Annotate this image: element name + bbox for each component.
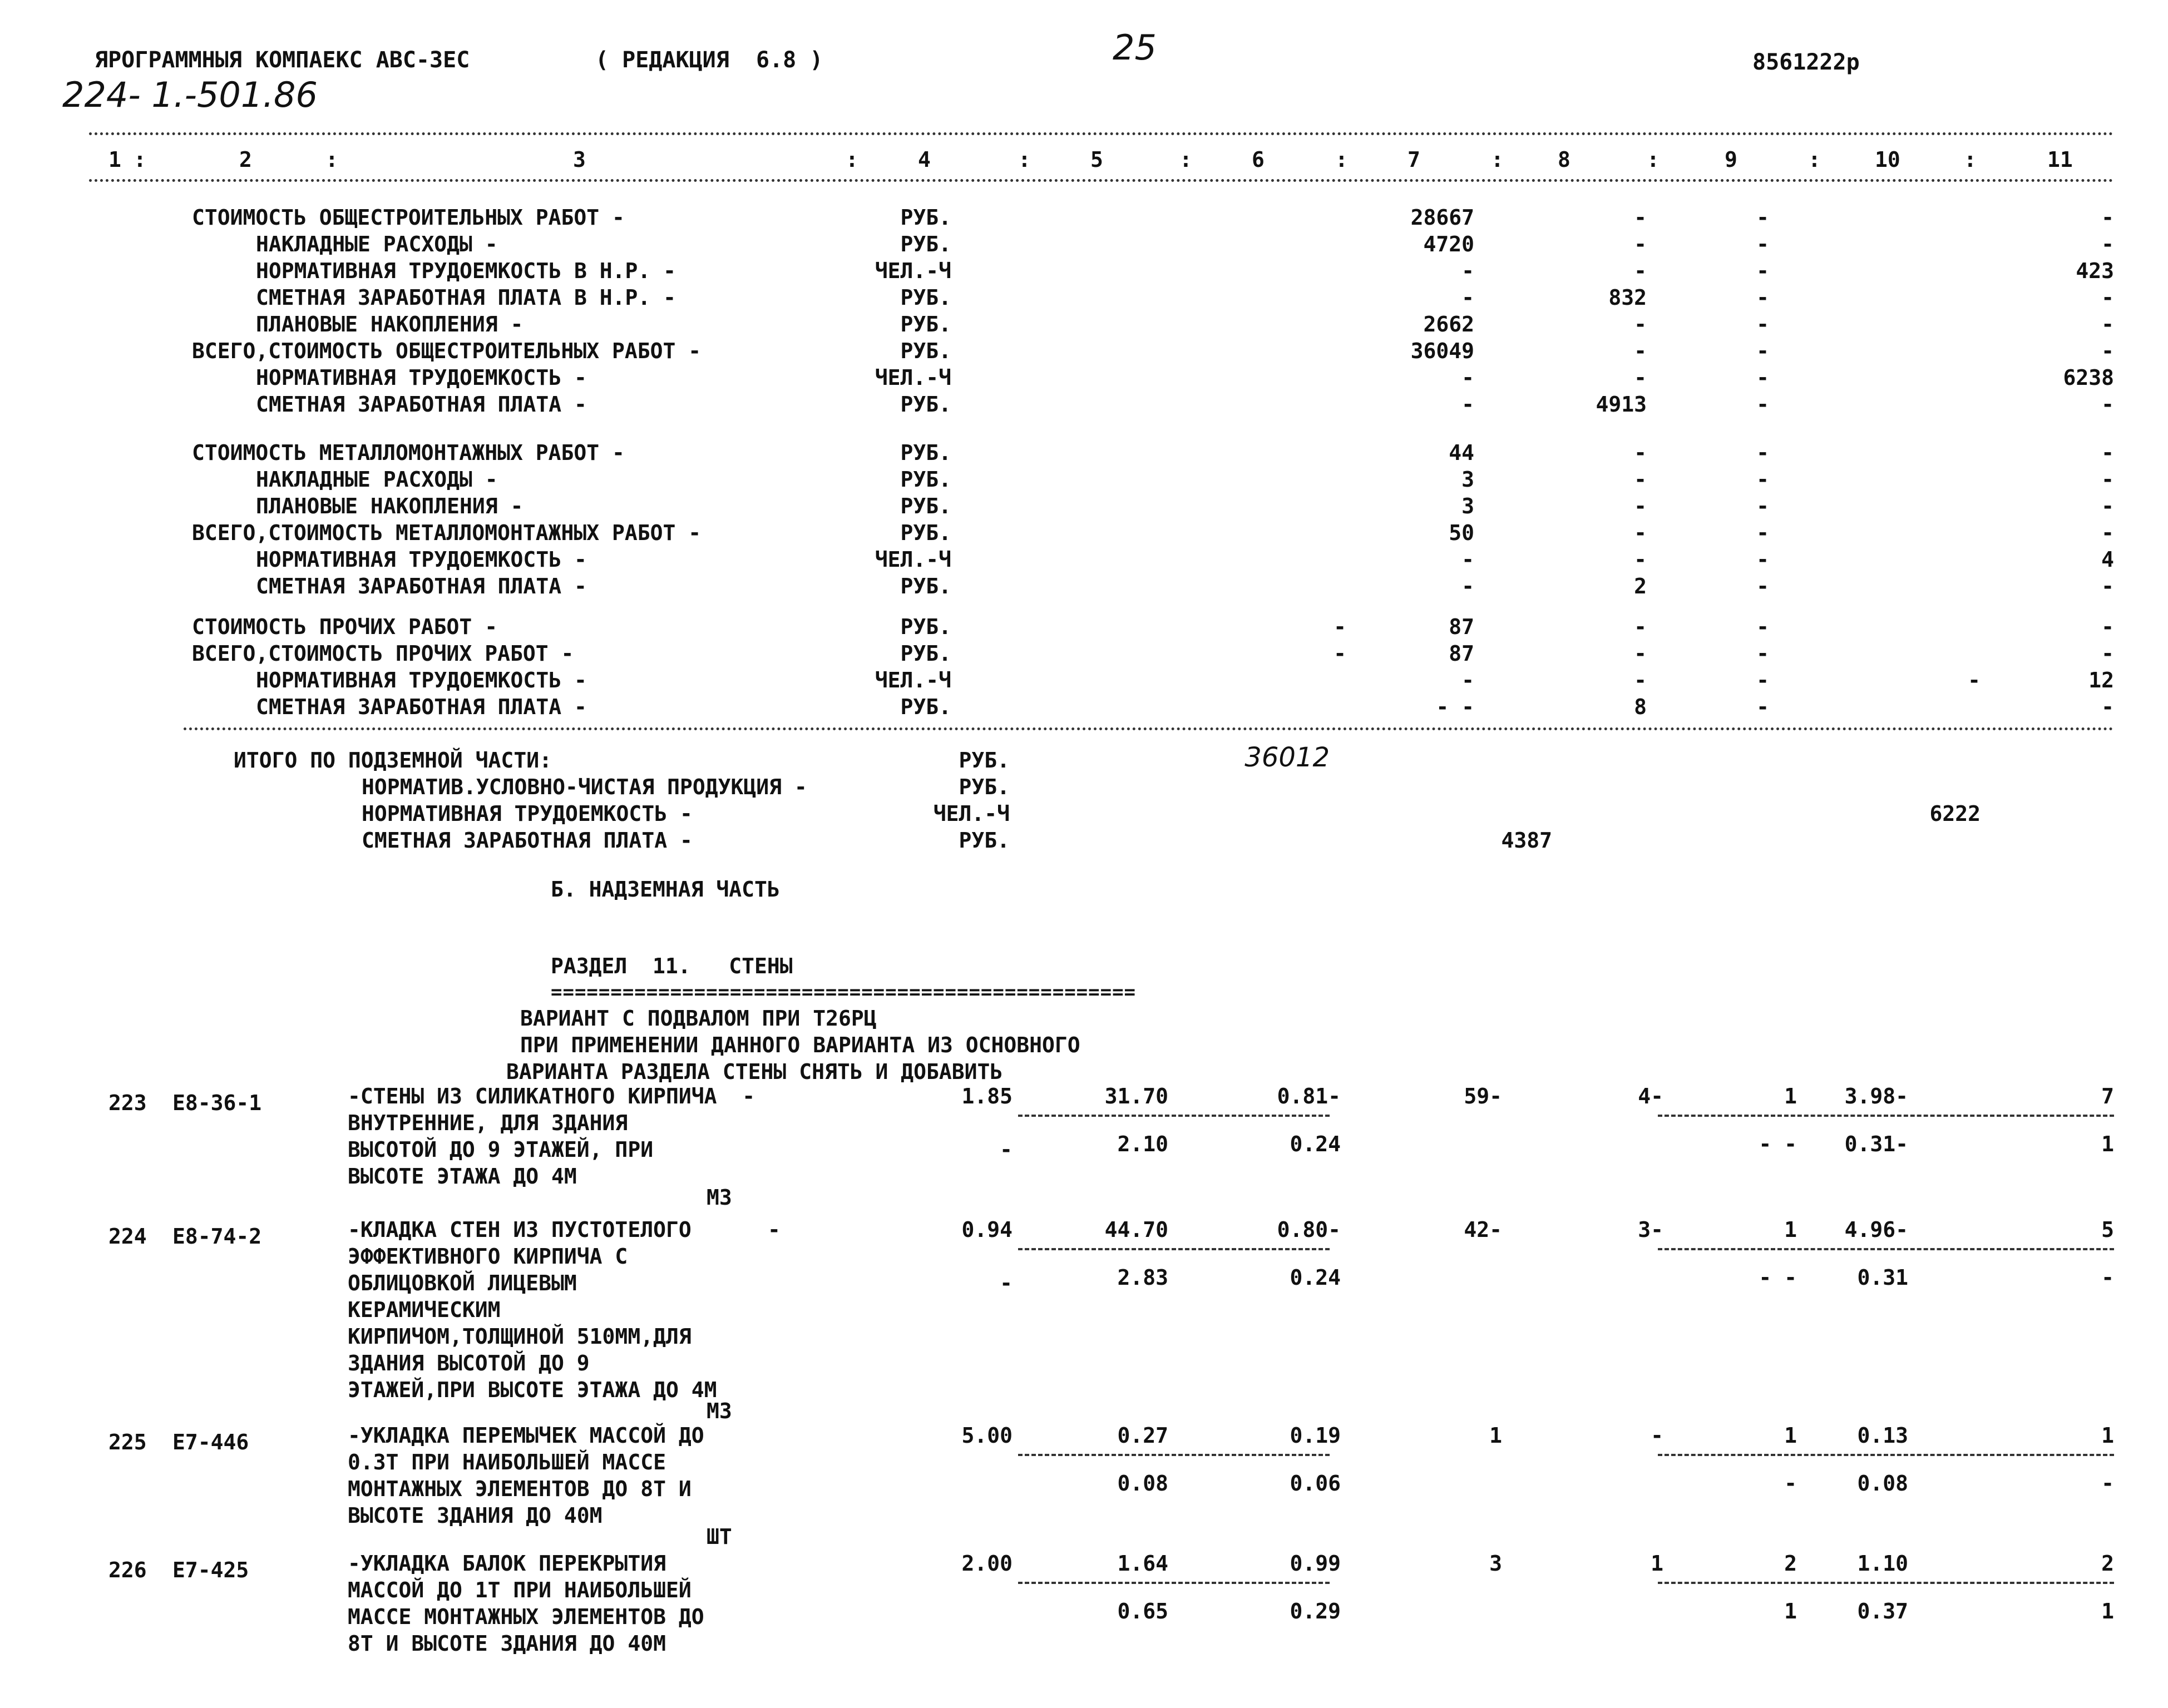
totals-row-unit: РУБ. [959, 828, 1010, 853]
item-description-line: ВЫСОТЕ ЗДАНИЯ ДО 40М [348, 1503, 603, 1528]
block3-label: СТОИМОСТЬ ПРОЧИХ РАБОТ - [192, 615, 498, 639]
block1-c11: - [2101, 339, 2114, 363]
item-description-line: 8Т И ВЫСОТЕ ЗДАНИЯ ДО 40М [348, 1631, 666, 1656]
block3-c6: - [1334, 615, 1346, 639]
block3-unit: РУБ. [900, 641, 951, 666]
block1-c9: - [1756, 259, 1769, 283]
column-header-11: 11 [2047, 147, 2073, 172]
item-description-line: ВЫСОТЕ ЭТАЖА ДО 4М [348, 1164, 577, 1189]
block1-c9: - [1756, 365, 1769, 390]
block2-c7: 50 [1449, 521, 1474, 545]
block2-c9: - [1756, 467, 1769, 492]
block1-c9: - [1756, 312, 1769, 336]
block2-c7: - [1461, 547, 1474, 572]
item-price-rule [1018, 1248, 1330, 1250]
block3-unit: РУБ. [900, 615, 951, 639]
header-top-rule [89, 132, 2114, 135]
item-col6: 3 [1489, 1551, 1502, 1576]
item-description-line: 0.3Т ПРИ НАИБОЛЬШЕЙ МАССЕ [348, 1450, 666, 1474]
totals-row-c8: 4387 [1501, 828, 1552, 853]
block3-label: ВСЕГО,СТОИМОСТЬ ПРОЧИХ РАБОТ - [192, 641, 574, 666]
block1-unit: ЧЕЛ.-Ч [875, 365, 951, 390]
block2-unit: ЧЕЛ.-Ч [875, 547, 951, 572]
block2-c7: 3 [1461, 467, 1474, 492]
item-right-rule [1658, 1582, 2114, 1584]
item-col8-2: - - [1759, 1132, 1797, 1156]
block3-c9: - [1756, 641, 1769, 666]
razdel-underline: ================================================= [551, 981, 1137, 1003]
item-col9-2: 0.31 [1857, 1265, 1908, 1290]
block2-c9: - [1756, 440, 1769, 465]
item-number: 226 [108, 1558, 147, 1582]
block1-c9: - [1756, 232, 1769, 256]
block1-c7: - [1461, 365, 1474, 390]
item-col8-2: - [1784, 1471, 1797, 1496]
item-col10-2: 1 [2101, 1132, 2114, 1156]
block1-c7: - [1461, 259, 1474, 283]
item-description-line: КИРПИЧОМ,ТОЛЩИНОЙ 510ММ,ДЛЯ [348, 1324, 692, 1349]
item-quantity: 5.00 [961, 1423, 1013, 1448]
block1-c8: - [1634, 365, 1647, 390]
item-description-line: -УКЛАДКА БАЛОК ПЕРЕКРЫТИЯ [348, 1551, 666, 1576]
item-col6: 1 [1489, 1423, 1502, 1448]
block2-c8: - [1634, 521, 1647, 545]
item-col7: 1 [1651, 1551, 1663, 1576]
block2-label: СМЕТНАЯ ЗАРАБОТНАЯ ПЛАТА - [256, 574, 587, 598]
totals-row-c10: 6222 [1929, 801, 1981, 826]
block1-c8: - [1634, 232, 1647, 256]
block2-c11: 4 [2101, 547, 2114, 572]
column-header-2: 2 [239, 147, 252, 172]
item-code: Е7-446 [172, 1430, 249, 1454]
block2-unit: РУБ. [900, 574, 951, 598]
block3-c7: 87 [1449, 615, 1474, 639]
column-separator: : [1335, 147, 1348, 172]
item-price-rule [1018, 1454, 1330, 1456]
item-quantity-2: - [1000, 1137, 1013, 1162]
item-description-line: -КЛАДКА СТЕН ИЗ ПУСТОТЕЛОГО - [348, 1217, 781, 1242]
totals-title-value: 36012 [1244, 742, 1330, 773]
block1-label: СМЕТНАЯ ЗАРАБОТНАЯ ПЛАТА В Н.Р. - [256, 285, 676, 310]
page-number: 25 [1113, 27, 1157, 68]
item-price-wage-2: 0.29 [1290, 1599, 1341, 1623]
block1-label: ПЛАНОВЫЕ НАКОПЛЕНИЯ - [256, 312, 524, 336]
totals-row-unit: ЧЕЛ.-Ч [933, 801, 1010, 826]
block1-unit: ЧЕЛ.-Ч [875, 259, 951, 283]
item-col10: 5 [2101, 1217, 2114, 1242]
item-description-line: ОБЛИЦОВКОЙ ЛИЦЕВЫМ [348, 1271, 577, 1295]
item-description-line: -УКЛАДКА ПЕРЕМЫЧЕК МАССОЙ ДО [348, 1423, 704, 1448]
block2-c7: - [1461, 574, 1474, 598]
item-right-rule [1658, 1248, 2114, 1250]
block2-c11: - [2101, 440, 2114, 465]
block1-c11: - [2101, 205, 2114, 230]
block3-unit: РУБ. [900, 695, 951, 719]
item-col9: 4.96- [1844, 1217, 1908, 1242]
block2-unit: РУБ. [900, 521, 951, 545]
block2-unit: РУБ. [900, 467, 951, 492]
header-bottom-rule [89, 179, 2114, 182]
block1-c11: - [2101, 392, 2114, 417]
block2-c8: - [1634, 547, 1647, 572]
block1-c7: 28667 [1410, 205, 1474, 230]
column-separator: : [1018, 147, 1031, 172]
block1-c9: - [1756, 285, 1769, 310]
totals-row-unit: РУБ. [959, 775, 1010, 799]
block1-c11: 423 [2076, 259, 2114, 283]
column-separator: : [1491, 147, 1504, 172]
block1-c7: 4720 [1423, 232, 1474, 256]
item-quantity-2: - [1000, 1271, 1013, 1295]
column-separator: : [134, 147, 146, 172]
block2-label: ВСЕГО,СТОИМОСТЬ МЕТАЛЛОМОНТАЖНЫХ РАБОТ - [192, 521, 702, 545]
item-col8-2: - - [1759, 1265, 1797, 1290]
item-price-total: 31.70 [1104, 1084, 1168, 1108]
block1-c7: - [1461, 392, 1474, 417]
block2-c11: - [2101, 467, 2114, 492]
item-number: 224 [108, 1224, 147, 1249]
item-col6: 42- [1464, 1217, 1502, 1242]
block2-c11: - [2101, 494, 2114, 518]
block1-c8: - [1634, 205, 1647, 230]
block1-unit: РУБ. [900, 285, 951, 310]
item-price-wage-2: 0.06 [1290, 1471, 1341, 1496]
item-description-line: ВНУТРЕННИЕ, ДЛЯ ЗДАНИЯ [348, 1111, 628, 1135]
block3-c7: 87 [1449, 641, 1474, 666]
block2-c8: - [1634, 494, 1647, 518]
block1-c11: 6238 [2063, 365, 2114, 390]
block1-c11: - [2101, 232, 2114, 256]
column-separator: : [1808, 147, 1821, 172]
item-price-wage-2: 0.24 [1290, 1132, 1341, 1156]
item-col7: - [1651, 1423, 1663, 1448]
block1-label: СМЕТНАЯ ЗАРАБОТНАЯ ПЛАТА - [256, 392, 587, 417]
item-col10: 2 [2101, 1551, 2114, 1576]
totals-row-label: СМЕТНАЯ ЗАРАБОТНАЯ ПЛАТА - [362, 828, 693, 853]
column-header-10: 10 [1875, 147, 1900, 172]
item-col10: 7 [2101, 1084, 2114, 1108]
column-separator: : [846, 147, 858, 172]
block1-c7: - [1461, 285, 1474, 310]
column-header-8: 8 [1558, 147, 1571, 172]
item-price-rule [1018, 1115, 1330, 1117]
block1-unit: РУБ. [900, 339, 951, 363]
item-price-wage: 0.99 [1290, 1551, 1341, 1576]
block1-unit: РУБ. [900, 232, 951, 256]
block3-c9: - [1756, 615, 1769, 639]
totals-title: ИТОГО ПО ПОДЗЕМНОЙ ЧАСТИ: [234, 748, 552, 773]
item-col10-2: - [2101, 1471, 2114, 1496]
item-col10-2: 1 [2101, 1599, 2114, 1623]
block2-unit: РУБ. [900, 494, 951, 518]
block2-label: ПЛАНОВЫЕ НАКОПЛЕНИЯ - [256, 494, 524, 518]
block2-c8: 2 [1634, 574, 1647, 598]
column-header-3: 3 [573, 147, 586, 172]
block3-c6: - [1334, 641, 1346, 666]
item-unit: ШТ [707, 1524, 732, 1549]
block2-c8: - [1634, 467, 1647, 492]
block1-unit: РУБ. [900, 392, 951, 417]
block1-label: НОРМАТИВНАЯ ТРУДОЕМКОСТЬ В Н.Р. - [256, 259, 676, 283]
item-description-line: МАССЕ МОНТАЖНЫХ ЭЛЕМЕНТОВ ДО [348, 1605, 704, 1629]
block2-unit: РУБ. [900, 440, 951, 465]
item-price-total: 44.70 [1104, 1217, 1168, 1242]
block1-unit: РУБ. [900, 205, 951, 230]
item-price-rule [1018, 1582, 1330, 1584]
doc-code: 8561222р [1752, 49, 1860, 75]
item-price-wage-2: 0.24 [1290, 1265, 1341, 1290]
item-col9-2: 0.31- [1844, 1132, 1908, 1156]
program-title: ЯРОГРАММНЫЯ КОМПАЕКС АВС-ЗЕС [95, 47, 470, 73]
item-price-total: 1.64 [1117, 1551, 1168, 1576]
block1-label: НАКЛАДНЫЕ РАСХОДЫ - [256, 232, 498, 256]
column-separator: : [1179, 147, 1192, 172]
item-col8: 2 [1784, 1551, 1797, 1576]
block3-label: НОРМАТИВНАЯ ТРУДОЕМКОСТЬ - [256, 668, 587, 692]
item-price-total-2: 0.08 [1117, 1471, 1168, 1496]
razdel-note-line: ПРИ ПРИМЕНЕНИИ ДАННОГО ВАРИАНТА ИЗ ОСНОВНОГО [520, 1033, 1080, 1057]
totals-rule [184, 727, 2114, 730]
block1-c7: 2662 [1423, 312, 1474, 336]
totals-row-label: НОРМАТИВНАЯ ТРУДОЕМКОСТЬ - [362, 801, 693, 826]
item-col7: 4- [1638, 1084, 1663, 1108]
column-header-6: 6 [1252, 147, 1265, 172]
block1-c11: - [2101, 285, 2114, 310]
item-right-rule [1658, 1115, 2114, 1117]
item-col8: 1 [1784, 1423, 1797, 1448]
handwritten-code: 224- 1.-501.86 [62, 75, 318, 115]
block3-c11: - [2101, 641, 2114, 666]
block3-c10: - [1968, 668, 1981, 692]
block3-label: СМЕТНАЯ ЗАРАБОТНАЯ ПЛАТА - [256, 695, 587, 719]
block1-unit: РУБ. [900, 312, 951, 336]
item-code: Е8-36-1 [172, 1091, 262, 1115]
item-col8: 1 [1784, 1084, 1797, 1108]
block1-label: ВСЕГО,СТОИМОСТЬ ОБЩЕСТРОИТЕЛЬНЫХ РАБОТ - [192, 339, 702, 363]
razdel-title: РАЗДЕЛ 11. СТЕНЫ [551, 954, 793, 978]
item-price-total-2: 0.65 [1117, 1599, 1168, 1623]
block1-label: НОРМАТИВНАЯ ТРУДОЕМКОСТЬ - [256, 365, 587, 390]
item-price-wage: 0.19 [1290, 1423, 1341, 1448]
block2-c9: - [1756, 521, 1769, 545]
item-col9-2: 0.37 [1857, 1599, 1908, 1623]
item-price-total-2: 2.10 [1117, 1132, 1168, 1156]
item-unit: М3 [707, 1399, 732, 1423]
block3-c8: - [1634, 615, 1647, 639]
item-quantity: 1.85 [961, 1084, 1013, 1108]
block2-c11: - [2101, 574, 2114, 598]
item-col9: 3.98- [1844, 1084, 1908, 1108]
item-description-line: -СТЕНЫ ИЗ СИЛИКАТНОГО КИРПИЧА - [348, 1084, 755, 1108]
block1-c8: - [1634, 339, 1647, 363]
column-header-4: 4 [918, 147, 931, 172]
item-description-line: ЭФФЕКТИВНОГО КИРПИЧА С [348, 1244, 628, 1269]
block3-c8: 8 [1634, 695, 1647, 719]
block1-c8: 4913 [1596, 392, 1647, 417]
item-quantity: 0.94 [961, 1217, 1013, 1242]
block2-c9: - [1756, 494, 1769, 518]
block1-c8: - [1634, 259, 1647, 283]
column-header-5: 5 [1090, 147, 1103, 172]
block1-label: СТОИМОСТЬ ОБЩЕСТРОИТЕЛЬНЫХ РАБОТ - [192, 205, 625, 230]
block2-label: НОРМАТИВНАЯ ТРУДОЕМКОСТЬ - [256, 547, 587, 572]
item-col7: 3- [1638, 1217, 1663, 1242]
item-col10: 1 [2101, 1423, 2114, 1448]
totals-row-label: НОРМАТИВ.УСЛОВНО-ЧИСТАЯ ПРОДУКЦИЯ - [362, 775, 807, 799]
block2-c9: - [1756, 574, 1769, 598]
column-separator: : [325, 147, 338, 172]
razdel-note-line: ВАРИАНТА РАЗДЕЛА СТЕНЫ СНЯТЬ И ДОБАВИТЬ [506, 1060, 1003, 1084]
razdel-note-line: ВАРИАНТ С ПОДВАЛОМ ПРИ Т26РЦ [520, 1006, 877, 1031]
item-description-line: ЭТАЖЕЙ,ПРИ ВЫСОТЕ ЭТАЖА ДО 4М [348, 1378, 717, 1402]
column-separator: : [1964, 147, 1977, 172]
block1-c9: - [1756, 205, 1769, 230]
item-right-rule [1658, 1454, 2114, 1456]
item-col9-2: 0.08 [1857, 1471, 1908, 1496]
item-col9: 1.10 [1857, 1551, 1908, 1576]
totals-title-unit: РУБ. [959, 748, 1010, 773]
block1-c8: - [1634, 312, 1647, 336]
item-col8-2: 1 [1784, 1599, 1797, 1623]
column-header-1: 1 [108, 147, 121, 172]
edition-label: ( РЕДАКЦИЯ 6.8 ) [595, 47, 823, 73]
block3-c11: 12 [2088, 668, 2114, 692]
block3-c8: - [1634, 668, 1647, 692]
item-description-line: КЕРАМИЧЕСКИМ [348, 1298, 501, 1322]
column-header-9: 9 [1725, 147, 1737, 172]
block3-c8: - [1634, 641, 1647, 666]
item-price-wage: 0.80- [1277, 1217, 1341, 1242]
block3-c9: - [1756, 695, 1769, 719]
block3-c7: - [1461, 668, 1474, 692]
item-description-line: ЗДАНИЯ ВЫСОТОЙ ДО 9 [348, 1351, 590, 1375]
block1-c11: - [2101, 312, 2114, 336]
block3-c11: - [2101, 615, 2114, 639]
item-col9: 0.13 [1857, 1423, 1908, 1448]
block3-unit: ЧЕЛ.-Ч [875, 668, 951, 692]
block3-c11: - [2101, 695, 2114, 719]
block2-label: НАКЛАДНЫЕ РАСХОДЫ - [256, 467, 498, 492]
item-code: Е7-425 [172, 1558, 249, 1582]
item-unit: М3 [707, 1185, 732, 1210]
block2-label: СТОИМОСТЬ МЕТАЛЛОМОНТАЖНЫХ РАБОТ - [192, 440, 625, 465]
column-separator: : [1647, 147, 1660, 172]
item-code: Е8-74-2 [172, 1224, 262, 1249]
block3-c7: - - [1436, 695, 1474, 719]
block1-c9: - [1756, 392, 1769, 417]
item-number: 225 [108, 1430, 147, 1454]
block2-c9: - [1756, 547, 1769, 572]
item-price-total: 0.27 [1117, 1423, 1168, 1448]
block1-c8: 832 [1608, 285, 1647, 310]
block1-c9: - [1756, 339, 1769, 363]
block2-c7: 44 [1449, 440, 1474, 465]
block2-c11: - [2101, 521, 2114, 545]
item-price-wage: 0.81- [1277, 1084, 1341, 1108]
item-description-line: МОНТАЖНЫХ ЭЛЕМЕНТОВ ДО 8Т И [348, 1477, 692, 1501]
section-b-title: Б. НАДЗЕМНАЯ ЧАСТЬ [551, 877, 780, 902]
item-col6: 59- [1464, 1084, 1502, 1108]
column-header-7: 7 [1408, 147, 1420, 172]
item-quantity: 2.00 [961, 1551, 1013, 1576]
block1-c7: 36049 [1410, 339, 1474, 363]
block3-c9: - [1756, 668, 1769, 692]
item-col10-2: - [2101, 1265, 2114, 1290]
item-col8: 1 [1784, 1217, 1797, 1242]
item-price-total-2: 2.83 [1117, 1265, 1168, 1290]
block2-c8: - [1634, 440, 1647, 465]
item-number: 223 [108, 1091, 147, 1115]
item-description-line: МАССОЙ ДО 1Т ПРИ НАИБОЛЬШЕЙ [348, 1578, 692, 1602]
block2-c7: 3 [1461, 494, 1474, 518]
item-description-line: ВЫСОТОЙ ДО 9 ЭТАЖЕЙ, ПРИ [348, 1137, 654, 1162]
